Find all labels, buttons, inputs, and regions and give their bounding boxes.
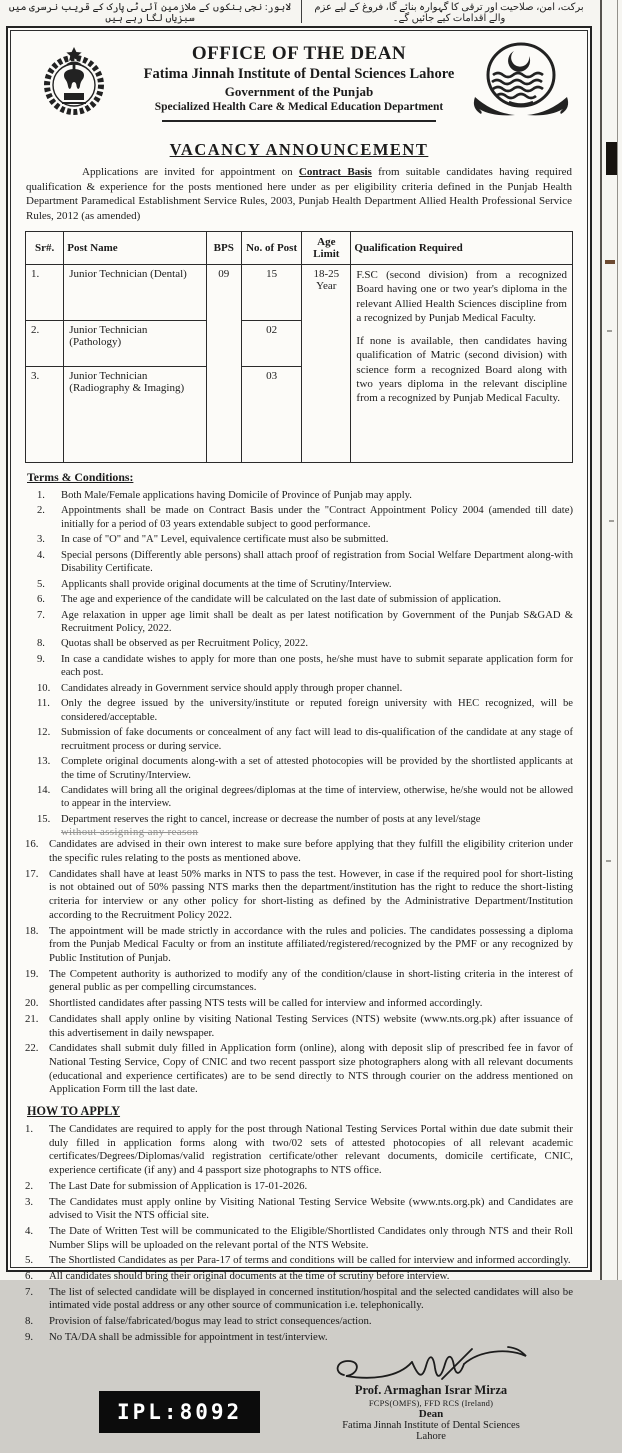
apply-step <box>25 1225 573 1252</box>
sr-cell: 3. <box>26 366 64 462</box>
signatory-organization: Fatima Jinnah Institute of Dental Sciences <box>342 1419 520 1431</box>
signatory-post: Dean <box>418 1407 444 1420</box>
term-number: 11. <box>37 698 50 710</box>
age-limit-cell: 18-25 Year <box>302 264 351 462</box>
apply-step-text: The Shortlisted Candidates as per Para-17 of terms and conditions will be called for interview and informed accordingly. <box>49 1254 571 1267</box>
term-number: 4. <box>37 549 45 561</box>
department-line: Specialized Health Care & Medical Education Department <box>154 101 444 113</box>
term-text: Candidates are advised in their own interest to make sure before applying that they fulfill the eligibility criterion under the specific rules relating to the posts as mentioned above. <box>49 838 573 865</box>
term-item <box>37 578 573 591</box>
term-number: 5. <box>37 578 45 590</box>
footer-area <box>25 1349 573 1453</box>
term-item <box>25 997 573 1011</box>
term-text: In case a candidate wishes to apply for more than one posts, he/she must have to submit separate application form for each post. <box>61 653 573 679</box>
term-number: 22. <box>25 1042 39 1055</box>
col-qualification: Qualification Required <box>351 231 573 264</box>
office-title: OFFICE OF THE DEAN <box>191 43 407 64</box>
urdu-caption-left: لاہور: نجی بنکوں کے ملازمین آئی ٹی پارک کے قریب نرسری میں سبزیاں لگا رہے ہیں <box>8 1 292 24</box>
term-text: Applicants shall provide original documents at the time of Scrutiny/Interview. <box>61 578 392 590</box>
no-of-post-cell: 03 <box>242 366 302 462</box>
term-text: Shortlisted candidates after passing NTS tests will be called for interview and informed accordingly. <box>49 997 483 1010</box>
term-item <box>25 1013 573 1040</box>
apply-step-text: The Candidates are required to apply for the post through National Testing Services Portal within due date submit their duly filled in application forms along with two/02 sets of attested photocopies of all relevant academic certificates/Degrees/Diplomas/valid registration certificate/other relevant documents, domicile certificate, CNIC, experience certificate (if any) and 4 passport size photographs to NTS office. <box>49 1123 573 1177</box>
post-name-cell: Junior Technician (Dental) <box>64 264 206 320</box>
term-item <box>37 726 573 753</box>
terms-list-1-15 <box>37 489 573 826</box>
term-item <box>37 549 573 576</box>
term-number: 21. <box>25 1012 39 1025</box>
table-header-row <box>26 231 573 264</box>
table-row <box>26 264 573 320</box>
col-bps: BPS <box>206 231 242 264</box>
terms-list-16-22 <box>25 838 573 1097</box>
term-number: 16. <box>25 838 39 851</box>
adjacent-column-ink-block <box>606 142 617 175</box>
signatory-city: Lahore <box>416 1430 446 1442</box>
term-number: 7. <box>37 609 45 621</box>
term-text: Both Male/Female applications having Domicile of Province of Punjab may apply. <box>61 489 412 501</box>
apply-step <box>25 1270 573 1284</box>
term-item <box>37 813 573 826</box>
term-text: Candidates already in Government service should apply through proper channel. <box>61 682 403 694</box>
term-number: 15. <box>37 813 51 825</box>
apply-step <box>25 1196 573 1223</box>
term-number: 20. <box>25 997 39 1010</box>
apply-step-number: 7. <box>25 1285 34 1298</box>
no-of-post-cell: 15 <box>242 264 302 320</box>
term-text: The Competent authority is authorized to modify any of the condition/clause in short-listing criteria in the interest of general public as per compelling circumstances. <box>49 967 573 994</box>
ipl-number-box: IPL:8092 <box>99 1391 260 1433</box>
terms-heading: Terms & Conditions: <box>27 469 134 484</box>
term-item <box>37 609 573 636</box>
term-text: The age and experience of the candidate will be calculated on the last date of submission of application. <box>61 594 502 606</box>
term-number: 18. <box>25 924 39 937</box>
sr-cell: 2. <box>26 320 64 366</box>
term-number: 17. <box>25 867 39 880</box>
apply-step-text: All candidates should bring their original documents at the time of scrutiny before interview. <box>49 1270 450 1283</box>
term-item <box>25 1042 573 1097</box>
fjids-emblem-icon <box>37 41 111 126</box>
term-number: 19. <box>25 967 39 980</box>
apply-step-text: The Date of Written Test will be communicated to the Eligible/Shortlisted Candidates only through NTS and their Roll Number Slips will be uploaded on the relevant portal of the NTS Website. <box>49 1224 573 1251</box>
term-text: Special persons (Differently able persons) shall attach proof of registration from Social Welfare Department along-with Disability Certificate. <box>61 549 573 575</box>
posts-table <box>25 231 573 463</box>
apply-step <box>25 1286 573 1313</box>
term-number: 6. <box>37 594 45 606</box>
term-item <box>25 868 573 923</box>
no-of-post-cell: 02 <box>242 320 302 366</box>
apply-step-number: 1. <box>25 1123 34 1136</box>
intro-paragraph <box>26 165 572 224</box>
edge-speck <box>607 330 612 332</box>
advertisement-frame <box>6 26 592 1442</box>
apply-step-number: 5. <box>25 1254 34 1267</box>
vacancy-title: VACANCY ANNOUNCEMENT <box>169 140 429 159</box>
col-no-of-post: No. of Post <box>242 231 302 264</box>
term-item <box>37 533 573 546</box>
col-sr: Sr#. <box>26 231 64 264</box>
apply-step <box>25 1123 573 1178</box>
apply-step-number: 3. <box>25 1195 34 1208</box>
urdu-masthead <box>0 1 598 24</box>
apply-step-number: 9. <box>25 1330 34 1343</box>
bps-cell: 09 <box>206 264 242 462</box>
how-to-apply-heading: HOW TO APPLY <box>27 1104 121 1119</box>
term-text: In case of "O" and "A" Level, equivalence certificate must also be submitted. <box>61 534 389 546</box>
apply-step-text: The Last Date for submission of Application is 17-01-2026. <box>49 1179 308 1192</box>
term-item <box>37 682 573 695</box>
term-number: 14. <box>37 785 51 796</box>
term-number: 2. <box>37 505 45 517</box>
term-item <box>37 593 573 606</box>
col-age-limit: Age Limit <box>302 231 351 264</box>
sr-cell: 1. <box>26 264 64 320</box>
apply-step-number: 6. <box>25 1270 34 1283</box>
term-text: Candidates shall apply online by visiting National Testing Services (NTS) website (www.nts.org.pk) after issuance of this advertisement in daily newspaper. <box>49 1012 573 1039</box>
term-item <box>37 653 573 680</box>
term-number: 3. <box>37 534 45 546</box>
term-text: Complete original documents along-with a set of attested photocopies will be provided by the shortlisted applicants at the time of Scrutiny/Interview. <box>61 756 573 781</box>
term-item <box>37 697 573 724</box>
edge-speck <box>606 860 611 862</box>
apply-step-text: Provision of false/fabricated/bogus may lead to strict consequences/action. <box>49 1315 372 1328</box>
term-item <box>25 925 573 966</box>
term-text: The appointment will be made strictly in accordance with the rules and policies. The candidates possessing a diploma from the Punjab Medical Faculty or from an institute affiliated/registered/recognized by the PMF or any recognized by Public Institution of Punjab. <box>49 924 573 964</box>
term-item <box>25 838 573 865</box>
institute-name: Fatima Jinnah Institute of Dental Sciences Lahore <box>143 66 455 82</box>
masthead-divider <box>301 0 302 23</box>
term-text: Candidates will bring all the original degrees/diplomas at the time of interview, otherwise, he/she would not be allowed to appear in the interview. <box>61 785 573 810</box>
term-item <box>25 968 573 995</box>
apply-step-number: 2. <box>25 1179 34 1192</box>
intro-part2: from suitable candidates having required qualification & experience for the posts mentioned here under as per eligibility criteria defined in the Punjab Health Department Paramedical Establishment Service Rules, 2003, Punjab Health Department Allied Health Professional Service Rules, 2012 (as amended) <box>26 166 572 223</box>
term-number: 10. <box>37 682 51 694</box>
newspaper-edge-rule <box>617 0 618 1280</box>
qualification-para-2: If none is available, then candidates having qualification of Matric (second division) with science form a recognized Board along with two years diploma in the relevant discipline from a recognized by Punjab Medical Faculty. <box>356 335 567 405</box>
term-number: 1. <box>37 489 45 501</box>
apply-step <box>25 1331 573 1345</box>
advertisement-body <box>10 30 588 1442</box>
newspaper-column-rule <box>600 0 602 1280</box>
government-line: Government of the Punjab <box>224 84 374 99</box>
apply-step <box>25 1254 573 1268</box>
term-text: Candidates shall have at least 50% marks in NTS to pass the test. However, in case if the required pool for short-listing is not obtained out of 50% passing NTS marks then the department/institution has the right to reduce the short-listing criteria for interview or any other policy for short-listing as defined by the Administrative Department/Institution according to the Recruitment Policy 2022. <box>49 867 573 921</box>
qualification-cell <box>351 264 573 462</box>
term-text: Department reserves the right to cancel, increase or decrease the number of posts at any level/stage <box>61 813 481 825</box>
apply-step-number: 4. <box>25 1224 34 1237</box>
term-15-cut-line: without assigning any reason <box>61 827 199 839</box>
letterhead <box>25 39 573 131</box>
term-number: 13. <box>37 756 51 768</box>
apply-step-text: No TA/DA shall be admissible for appointment in test/interview. <box>49 1330 328 1343</box>
term-item <box>37 755 573 782</box>
term-number: 8. <box>37 638 45 650</box>
term-item <box>37 489 573 502</box>
apply-step-text: The list of selected candidate will be displayed in concerned institution/hospital and the selected candidates will also be intimated vide postal address or any other source of communication i.e. telephonically. <box>49 1285 573 1312</box>
apply-step <box>25 1315 573 1329</box>
adjacent-column-mark <box>605 260 615 264</box>
term-text: Appointments shall be made on Contract Basis under the "Contract Appointment Policy 2004 (amended till date) initially for a period of 03 years extendable subject to good performance. <box>61 505 573 530</box>
signature-block <box>295 1345 567 1442</box>
post-name-cell: Junior Technician (Radiography & Imaging) <box>64 366 206 462</box>
term-number: 9. <box>37 653 45 665</box>
urdu-caption-right: برکت، امن، صلاحیت اور ترقی کا گہوارہ بنائے گا، فروغ کے لیے عزم والے اقدامات کیے جائیں گے۔ <box>314 1 584 24</box>
term-number: 12. <box>37 727 51 739</box>
term-text: Age relaxation in upper age limit shall be dealt as per latest notification by Government of the Punjab S&GAD & Recruitment Policy, 2022. <box>61 609 573 635</box>
punjab-government-emblem-icon <box>469 41 573 128</box>
post-name-cell: Junior Technician (Pathology) <box>64 320 206 366</box>
qualification-para-1: F.SC (second division) from a recognized Board having one or two year's diploma in the relevant Allied Health Sciences discipline from a recognized by Punjab Medical Faculty. <box>356 268 567 324</box>
signatory-name: Prof. Armaghan Israr Mirza <box>354 1382 508 1397</box>
term-text: Submission of fake documents or concealment of any fact will lead to dis-qualification of the candidate at any stage of recruitment process or during service. <box>61 727 573 752</box>
apply-step <box>25 1180 573 1194</box>
intro-part1: Applications are invited for appointment on <box>82 166 299 178</box>
col-post-name: Post Name <box>64 231 206 264</box>
apply-step-text: The Candidates must apply online by Visiting National Testing Service Website (www.nts.org.pk) and Candidates are advised to Visit the NTS official site. <box>49 1195 573 1222</box>
header-divider-rule <box>162 120 436 122</box>
term-item <box>37 784 573 811</box>
signatory-credentials: FCPS(OMFS), FFD RCS (Ireland) <box>368 1397 494 1408</box>
edge-speck <box>609 520 614 522</box>
contract-basis-emphasis: Contract Basis <box>298 166 372 178</box>
term-item <box>37 637 573 650</box>
term-text: Candidates shall submit duly filled in Application form (online), along with deposit slip of prescribed fee in favor of National Testing Service, Copy of CNIC and two recent passport size photographers along with all relevant documents (educational and experience certificates) are to be send directly to NTS through courier on the address mentioned on Application Form till the last date. <box>49 1042 573 1096</box>
term-item <box>37 504 573 531</box>
how-to-apply-list <box>25 1123 573 1345</box>
term-text: Quotas shall be observed as per Recruitment Policy, 2022. <box>61 638 309 650</box>
term-text: Only the degree issued by the university/institute or reputed foreign university with HEC recognized, will be considered/acceptable. <box>61 698 573 723</box>
apply-step-number: 8. <box>25 1315 34 1328</box>
